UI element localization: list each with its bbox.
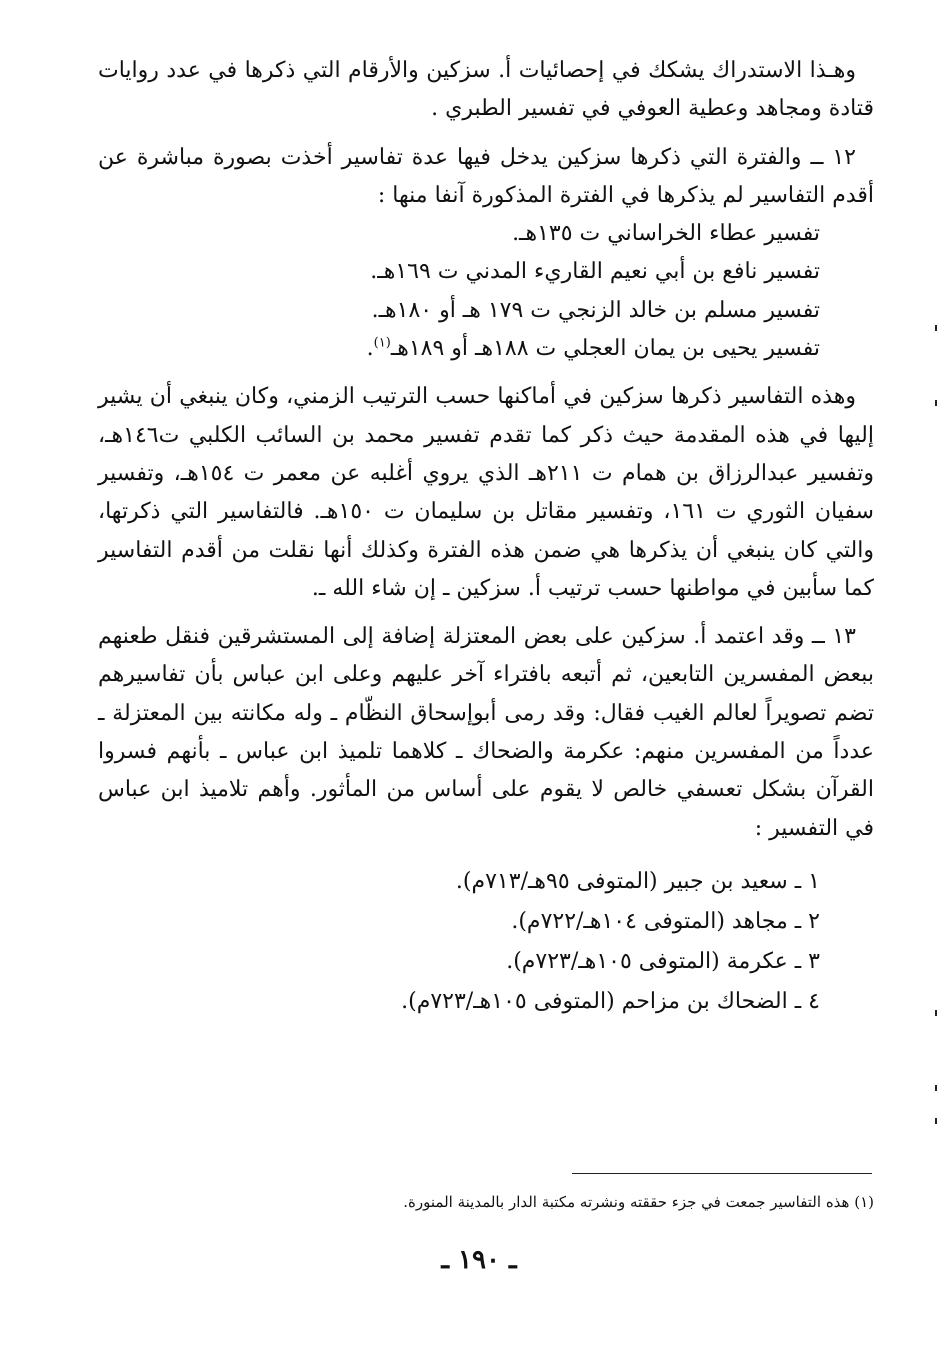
list-item: ٤ ـ الضحاك بن مزاحم (المتوفى ١٠٥هـ/٧٢٣م). — [401, 988, 820, 1014]
tafsir-line: تفسير مسلم بن خالد الزنجي ت ١٧٩ هـ أو ١٨٠هـ. — [371, 297, 820, 323]
scan-edge-mark — [935, 1085, 937, 1091]
main-text — [98, 52, 874, 1022]
scan-edge-mark — [935, 400, 937, 406]
scan-edge-mark — [935, 325, 937, 331]
tafsir-line-text: تفسير يحيى بن يمان العجلي ت ١٨٨هـ أو ١٨٩هـ — [390, 336, 820, 362]
list-item: ٢ ـ مجاهد (المتوفى ١٠٤هـ/٧٢٢م). — [511, 908, 820, 934]
footnote: (١) هذه التفاسير جمعت في جزء حققته ونشرته مكتبة الدار بالمدينة المنورة. — [403, 1193, 874, 1211]
list-item: ١ ـ سعيد بن جبير (المتوفى ٩٥هـ/٧١٣م). — [455, 868, 820, 894]
paragraph-chronological-order: وهذه التفاسير ذكرها سزكين في أماكنها حسب الترتيب الزمني، وكان ينبغي أن يشير إليها في هذه المقدمة حيث ذكر كما تقدم تفسير محمد بن السائب الكلبي ت١٤٦هـ، وتفسير عبدالرزاق بن همام ت ٢١١هـ الذي يروي أغلبه عن معمر ت ١٥٤هـ، وتفسير سفيان الثوري ت ١٦١، وتفسير مقاتل بن سليمان ت ١٥٠هـ. فالتفاسير التي ذكرتها، والتي كان ينبغي أن يذكرها هي ضمن هذه الفترة وكذلك أنها نقلت من أقدم التفاسير كما سأبين في مواطنها حسب ترتيب أ. سزكين ـ إن شاء الله ـ. — [98, 384, 875, 601]
paragraph-12-period: ١٢ ــ والفترة التي ذكرها سزكين يدخل فيها عدة تفاسير أخذت بصورة مباشرة عن أقدم التفاسير لم يذكرها في الفترة المذكورة آنفا منها : — [98, 144, 874, 208]
tafsir-line: تفسير عطاء الخراساني ت ١٣٥هـ. — [512, 221, 820, 247]
list-item: ٣ ـ عكرمة (المتوفى ١٠٥هـ/٧٢٣م). — [506, 948, 820, 974]
scan-edge-mark — [935, 1010, 937, 1016]
footnote-reference: (١) — [373, 335, 391, 351]
tafsir-line: تفسير نافع بن أبي نعيم القاريء المدني ت ١٦٩هـ. — [370, 259, 820, 285]
footnote-separator — [572, 1173, 872, 1174]
paragraph-sezgin-statistics: وهـذا الاستدراك يشكك في إحصائيات أ. سزكين والأرقام التي ذكرها في عدد روايات قتادة ومجاهد وعطية العوفي في تفسير الطبري . — [98, 58, 874, 122]
paragraph-13-mutazila: ١٣ ــ وقد اعتمد أ. سزكين على بعض المعتزلة إضافة إلى المستشرقين فنقل طعنهم ببعض المفسرين التابعين، ثم أتبعه بافتراء آخر عليهم وعلى ابن عباس بأن تفاسيرهم تضم تصويراً لعالم الغيب فقال: وقد رمى أبوإسحاق النظّام ـ وله مكانته بين المعتزلة ـ عدداً من المفسرين منهم: عكرمة والضحاك ـ كلاهما تلميذ ابن عباس ـ بأنهم فسروا القرآن بشكل تعسفي خالص لا يقوم على أساس من المأثور. وأهم تلاميذ ابن عباس في التفسير : — [98, 624, 874, 841]
tafsir-list — [98, 215, 874, 368]
tafsir-line: تفسير يحيى بن يمان العجلي ت ١٨٨هـ أو ١٨٩هـ$^{(١)}$. — [366, 335, 820, 362]
scan-edge-mark — [935, 1118, 937, 1124]
ibn-abbas-students-list — [98, 862, 874, 1022]
page-number: ـ ١٩٠ ـ — [441, 1245, 517, 1275]
